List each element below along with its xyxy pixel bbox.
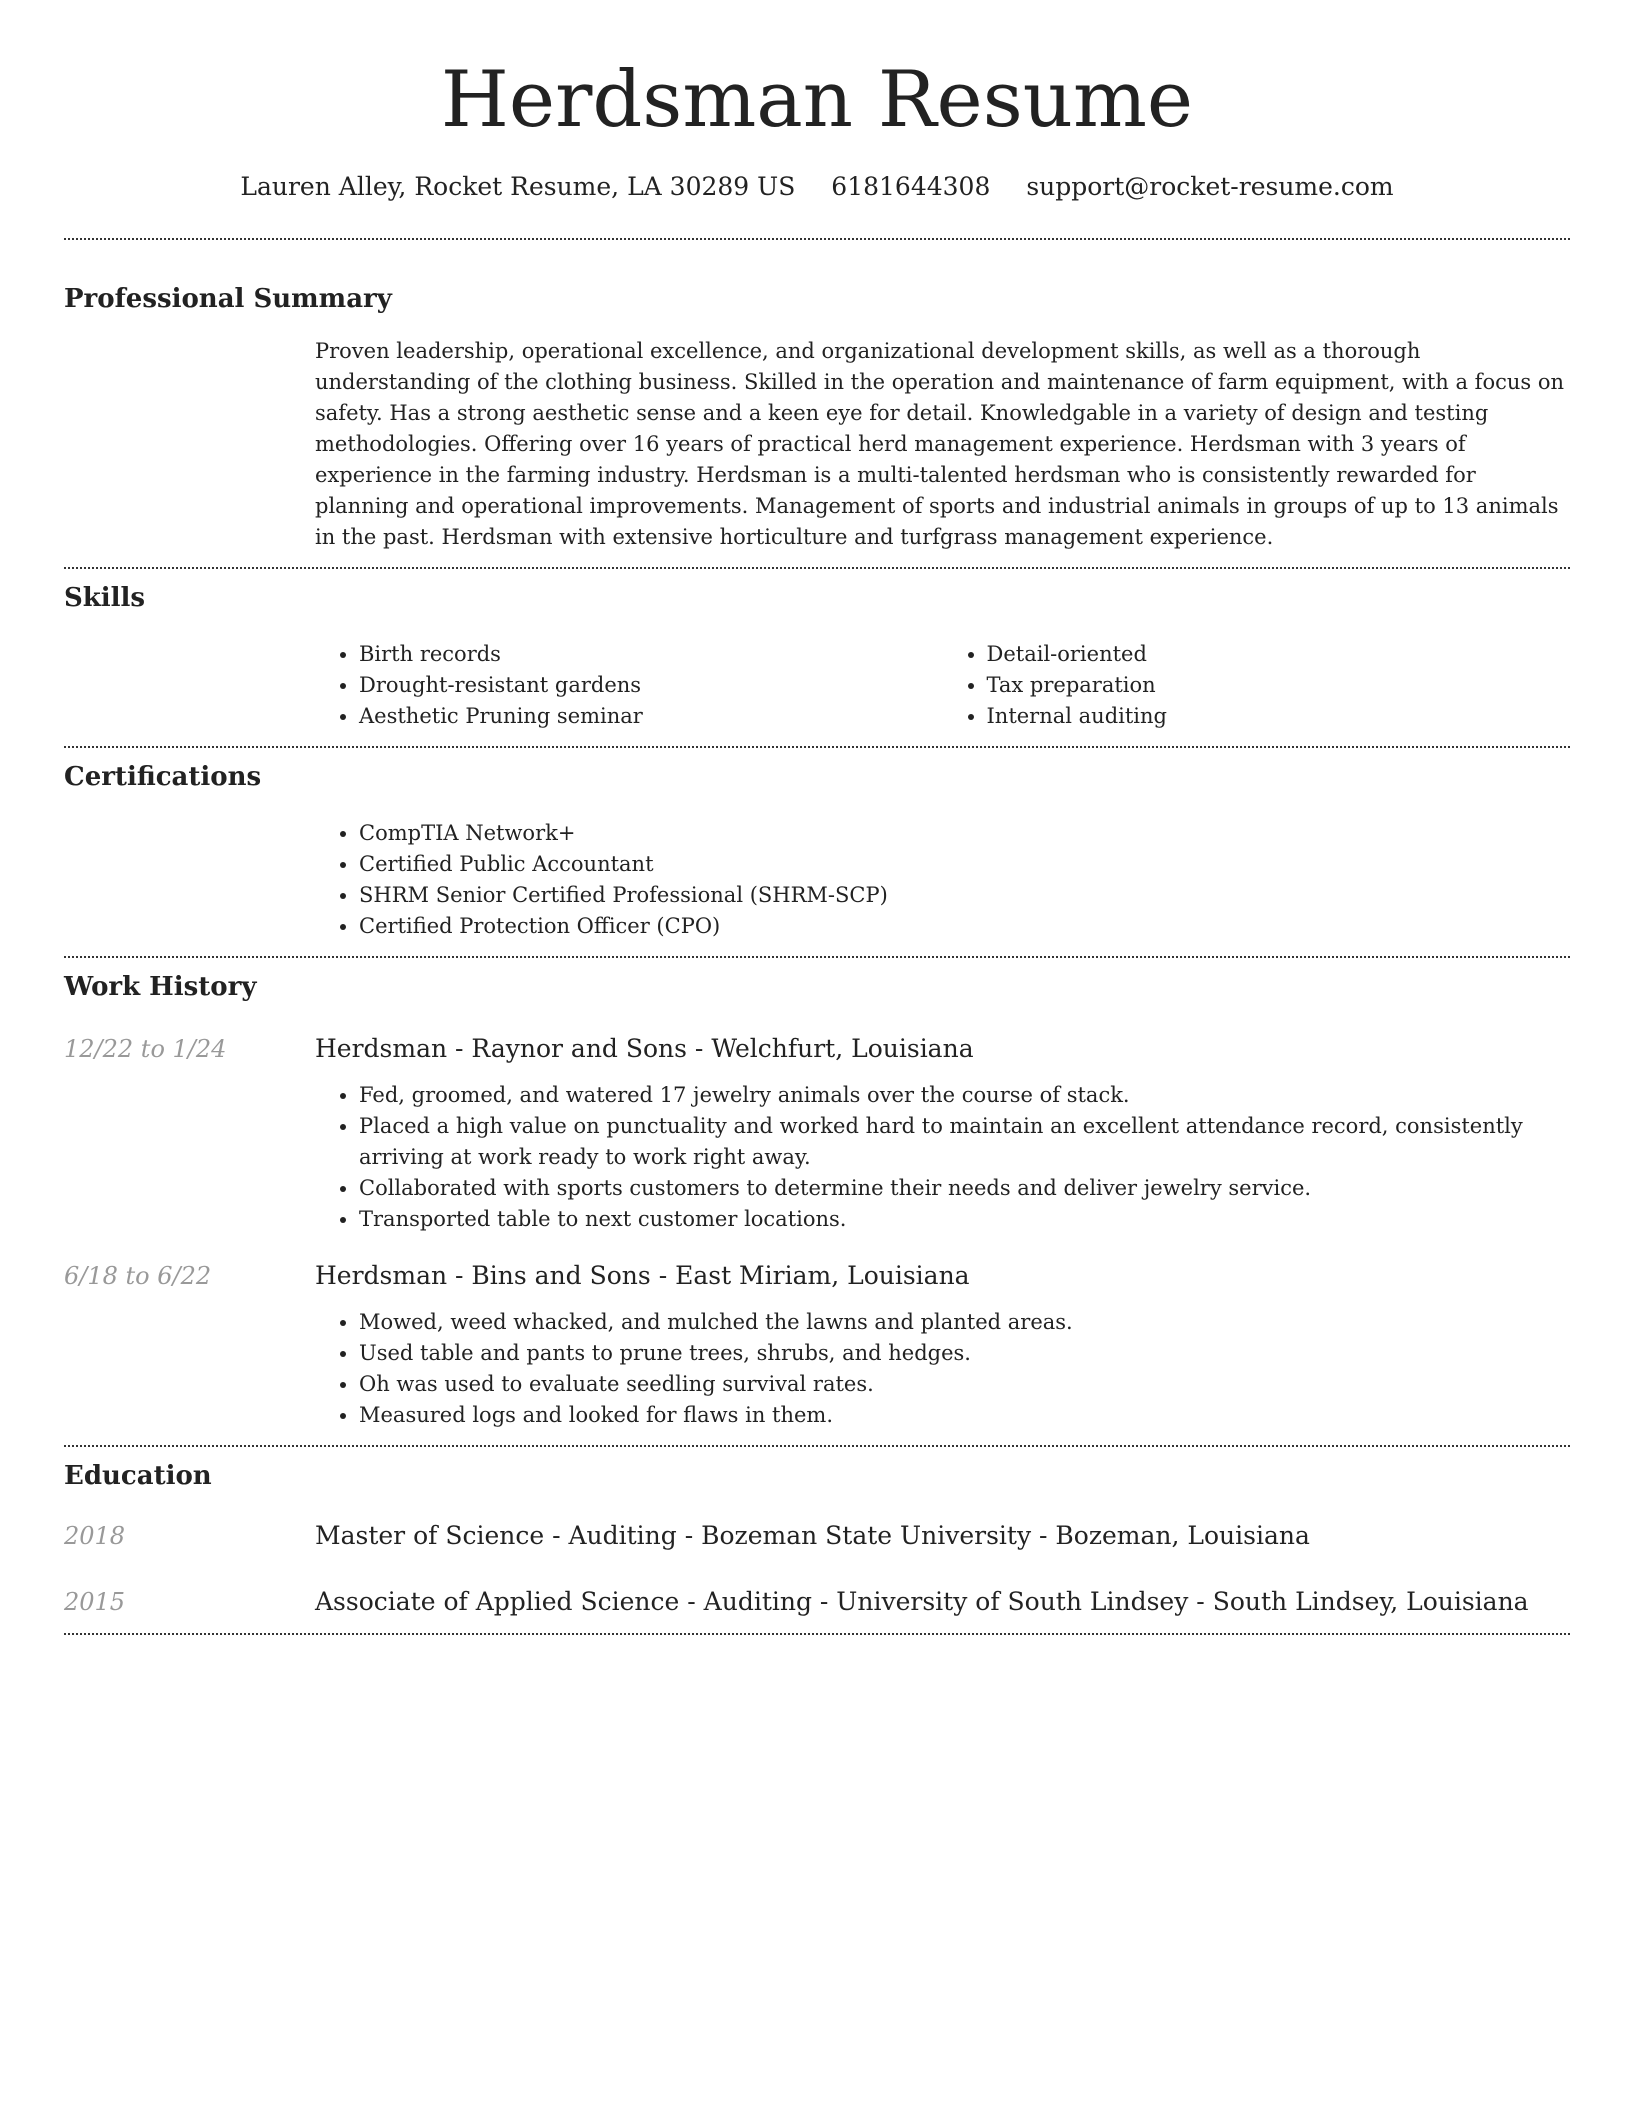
resume-page [64,0,1570,1635]
skills-list [315,639,1570,732]
summary-text: Proven leadership, operational excellence, and organizational development skills, as well as a thorough understanding of the clothing business. Skilled in the operation and maintenance of farm equipment, with a focus on safety. Has a strong aesthetic sense and a keen eye for detail. Knowledgable in a variety of design and testing methodologies. Offering over 16 years of practical herd management experience. Herdsman with 3 years of experience in the farming industry. Herdsman is a multi-talented herdsman who is consistently rewarded for planning and operational improvements. Management of sports and industrial animals in groups of up to 13 animals in the past. Herdsman with extensive horticulture and turfgrass management experience. [315,339,1565,549]
contact-email: support@rocket-resume.com [1026,172,1394,201]
education-year: 2018 [64,1522,126,1550]
page-title: Herdsman Resume [440,55,1194,145]
job-bullet: • Fed, groomed, and watered 17 jewelry animals over the course of stack. [359,1080,1570,1111]
section-heading-education: Education [64,1461,212,1491]
skill-item: • Birth records [359,639,943,670]
skill-item: • Aesthetic Pruning seminar [359,701,943,732]
certification-item: • SHRM Senior Certified Professional (SHRM-SCP) [359,880,1570,911]
contact-line [64,170,1570,204]
contact-address: Lauren Alley, Rocket Resume, LA 30289 US [240,172,796,201]
skills-column-2 [943,639,1571,732]
certification-item: • Certified Protection Officer (CPO) [359,911,1570,942]
skills-column-1 [315,639,943,732]
education-title: Master of Science - Auditing - Bozeman State University - Bozeman, Louisiana [315,1521,1310,1550]
skill-item: • Internal auditing [987,701,1571,732]
job-bullets [315,1080,1570,1235]
certifications-list [315,818,1570,942]
education-entry [64,1519,1570,1553]
job-title: Herdsman - Raynor and Sons - Welchfurt, Louisiana [315,1034,974,1063]
skill-item: • Detail-oriented [987,639,1571,670]
job-bullet: • Oh was used to evaluate seedling survival rates. [359,1369,1570,1400]
contact-phone: 6181644308 [831,172,991,201]
skills-section [64,569,1570,732]
section-heading-work-history: Work History [64,972,257,1002]
section-heading-summary: Professional Summary [64,284,392,314]
section-heading-certifications: Certifications [64,762,262,792]
job-entry [64,1259,1570,1431]
job-bullet: • Collaborated with sports customers to determine their needs and deliver jewelry service. [359,1173,1570,1204]
job-bullets [315,1307,1570,1431]
job-bullet: • Placed a high value on punctuality and worked hard to maintain an excellent attendance record, consistently arriving at work ready to work right away. [359,1111,1570,1173]
job-entry [64,1032,1570,1235]
certification-item: • CompTIA Network+ [359,818,1570,849]
summary-section [64,240,1570,553]
job-bullet: • Mowed, weed whacked, and mulched the lawns and planted areas. [359,1307,1570,1338]
section-heading-skills: Skills [64,583,146,613]
job-dates: 6/18 to 6/22 [64,1262,212,1290]
certifications-section [64,748,1570,942]
education-section [64,1447,1570,1633]
education-title: Associate of Applied Science - Auditing - University of South Lindsey - South Lindsey, Louisiana [315,1587,1529,1616]
job-title: Herdsman - Bins and Sons - East Miriam, Louisiana [315,1261,970,1290]
skill-item: • Drought-resistant gardens [359,670,943,701]
skill-item: • Tax preparation [987,670,1571,701]
section-divider [64,1633,1570,1635]
job-bullet: • Transported table to next customer locations. [359,1204,1570,1235]
job-dates: 12/22 to 1/24 [64,1035,227,1063]
education-year: 2015 [64,1588,126,1616]
certification-item: • Certified Public Accountant [359,849,1570,880]
job-bullet: • Measured logs and looked for flaws in them. [359,1400,1570,1431]
job-bullet: • Used table and pants to prune trees, shrubs, and hedges. [359,1338,1570,1369]
education-entry [64,1585,1570,1619]
work-history-section [64,958,1570,1445]
